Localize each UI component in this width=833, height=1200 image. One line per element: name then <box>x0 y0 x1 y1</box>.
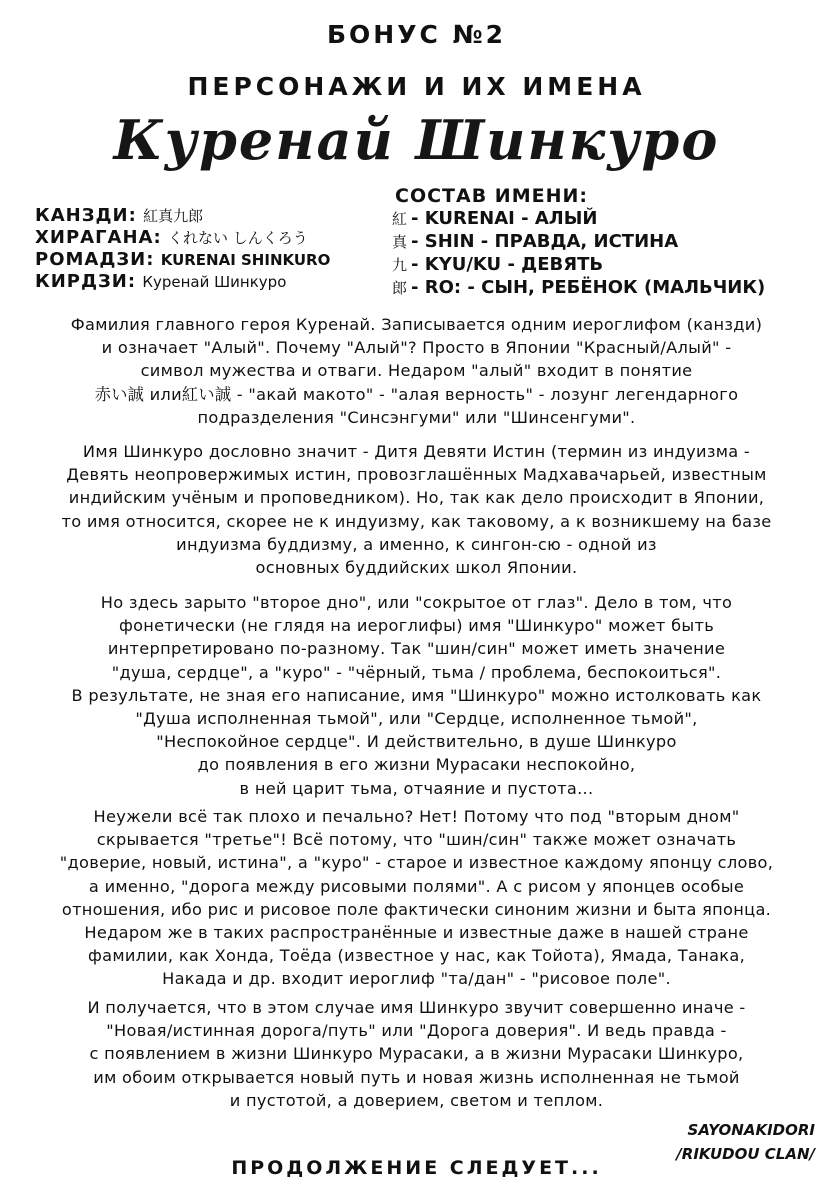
writing-label: КАНЗДИ: <box>35 205 137 226</box>
composition-kanji: 紅 <box>392 210 408 228</box>
paragraph-line: отношения, ибо рис и рисовое поле фактически синоним жизни и быта японца. <box>61 899 772 919</box>
to-be-continued: ПРОДОЛЖЕНИЕ СЛЕДУЕТ... <box>231 1157 602 1179</box>
paragraph-line: основных буддийских школ Японии. <box>255 558 578 578</box>
paragraph-line: "Новая/истинная дорога/путь" или "Дорога доверия". И ведь правда - <box>106 1021 727 1041</box>
paragraph-line: с появлением в жизни Шинкуро Мурасаки, а в жизни Мурасаки Шинкуро, <box>89 1044 744 1064</box>
paragraph-line: Имя Шинкуро дословно значит - Дитя Девяти Истин (термин из индуизма - <box>82 442 751 461</box>
composition-text: - KYU/KU - ДЕВЯТЬ <box>411 254 604 275</box>
writing-value: Куренай Шинкуро <box>142 273 287 291</box>
paragraph-line: Фамилия главного героя Куренай. Записывается одним иероглифом (канзди) <box>70 315 763 334</box>
paragraph-line: фонетически (не глядя на иероглифы) имя "Шинкуро" может быть <box>118 616 715 636</box>
composition-item <box>392 231 678 253</box>
writing-label: РОМАДЗИ: <box>35 249 155 270</box>
section-title: ПЕРСОНАЖИ И ИХ ИМЕНА <box>187 72 646 101</box>
composition-item <box>392 254 603 276</box>
writing-hiragana-row <box>35 228 308 248</box>
paragraph-line: фамилии, как Хонда, Тоёда (известное у нас, как Тойота), Ямада, Танака, <box>87 946 746 966</box>
paragraph-line: и означает "Алый". Почему "Алый"? Просто в Японии "Красный/Алый" - <box>101 338 732 358</box>
paragraph-line: подразделения "Синсэнгуми" или "Шинсенгуми". <box>197 407 636 427</box>
writing-value: KURENAI SHINKURO <box>160 251 331 269</box>
paragraph-line: Недаром же в таких распространённые и известные даже в нашей стране <box>84 923 749 943</box>
paragraph-line: в ней царит тьма, отчаяние и пустота... <box>239 778 594 798</box>
paragraph-line: а именно, "дорога между рисовыми полями". А с рисом у японцев особые <box>88 876 745 896</box>
paragraph-line: Накада и др. входит иероглиф "та/дан" - "рисовое поле". <box>162 969 671 989</box>
paragraph-line: И получается, что в этом случае имя Шинкуро звучит совершенно иначе - <box>87 998 746 1017</box>
composition-text: - KURENAI - АЛЫЙ <box>411 208 598 229</box>
writing-romaji-row <box>35 250 330 270</box>
paragraph-line: символ мужества и отваги. Недаром "алый" входит в понятие <box>140 361 693 381</box>
credits-line: SAYONAKIDORI <box>687 1121 815 1139</box>
paragraph-line: Девять неопровержимых истин, провозглашённых Мадхавачарьей, известным <box>66 465 767 485</box>
bonus-title: БОНУС №2 <box>326 20 507 49</box>
paragraph-line: и пустотой, а доверием, светом и теплом. <box>229 1090 604 1110</box>
paragraph-third-meaning <box>18 805 815 991</box>
composition-kanji: 郎 <box>392 279 408 297</box>
paragraph-line: интерпретировано по-разному. Так "шин/син" может иметь значение <box>107 639 726 659</box>
writing-value: 紅真九郎 <box>143 207 204 225</box>
writing-cyrillic-row <box>35 272 286 292</box>
writing-label: ХИРАГАНА: <box>35 227 162 248</box>
writing-kanji-row <box>35 206 203 226</box>
paragraph-line: Но здесь зарыто "второе дно", или "сокрытое от глаз". Дело в том, что <box>100 593 733 612</box>
composition-text: - SHIN - ПРАВДА, ИСТИНА <box>411 231 679 252</box>
composition-kanji: 九 <box>392 256 408 274</box>
composition-item <box>392 208 597 230</box>
paragraph-line: "Душа исполненная тьмой", или "Сердце, исполненное тьмой", <box>135 709 698 729</box>
paragraph-line: до появления в его жизни Мурасаки неспокойно, <box>197 755 636 775</box>
paragraph-line: 赤い誠 или紅い誠 - "акай макото" - "алая верность" - лозунг легендарного <box>94 384 739 404</box>
paragraph-line: скрывается "третье"! Всё потому, что "шин/син" также может означать <box>96 830 737 850</box>
paragraph-line: им обоим открывается новый путь и новая жизнь исполненная не тьмой <box>93 1067 740 1087</box>
paragraph-line: "душа, сердце", а "куро" - "чёрный, тьма / проблема, беспокоиться". <box>111 662 722 682</box>
character-name-heading: Куренай Шинкуро <box>113 108 720 172</box>
composition-item <box>392 277 765 299</box>
paragraph-line: то имя относится, скорее не к индуизму, как таковому, а к возникшему на базе <box>61 511 772 531</box>
paragraph-line: Неужели всё так плохо и печально? Нет! Потому что под "вторым дном" <box>93 807 740 826</box>
writing-value: くれない しんくろう <box>167 229 308 247</box>
composition-text: - RO: - СЫН, РЕБЁНОК (МАЛЬЧИК) <box>411 277 766 298</box>
composition-title: СОСТАВ ИМЕНИ: <box>395 185 588 207</box>
paragraph-line: "доверие, новый, истина", а "куро" - старое и известное каждому японцу слово, <box>59 853 774 873</box>
paragraph-hidden-meaning <box>18 591 815 800</box>
paragraph-line: индуизма буддизму, а именно, к сингон-сю - одной из <box>176 534 657 554</box>
composition-kanji: 真 <box>392 233 408 251</box>
paragraph-name-meaning <box>18 440 815 579</box>
paragraph-conclusion <box>18 996 815 1112</box>
paragraph-line: индийским учёным и проповедником). Но, так как дело происходит в Японии, <box>68 488 765 508</box>
writing-label: КИРДЗИ: <box>35 271 137 292</box>
credits-line: /RIKUDOU CLAN/ <box>676 1145 815 1163</box>
paragraph-surname <box>18 313 815 429</box>
paragraph-line: В результате, не зная его написание, имя "Шинкуро" можно истолковать как <box>71 685 762 705</box>
paragraph-line: "Неспокойное сердце". И действительно, в душе Шинкуро <box>156 732 677 752</box>
